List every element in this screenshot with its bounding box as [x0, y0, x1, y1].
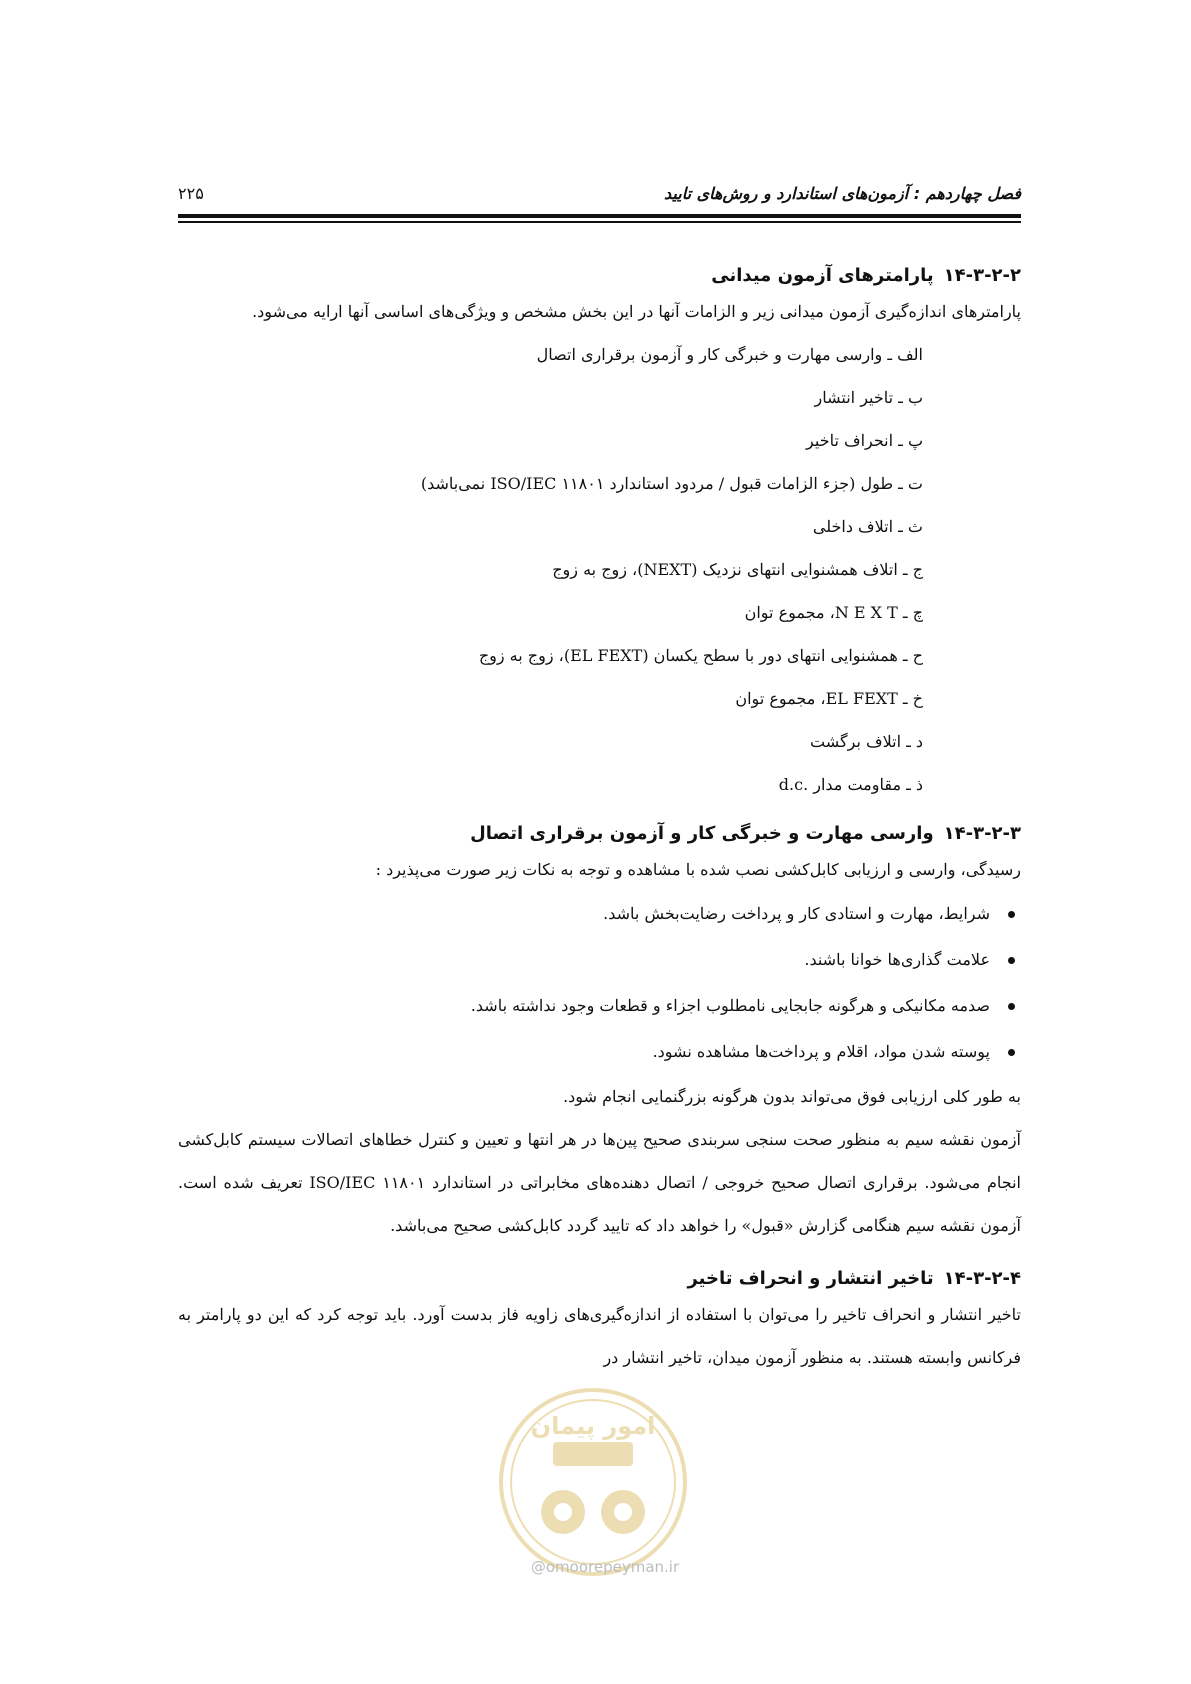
section-title: وارسی مهارت و خبرگی کار و آزمون برقراری اتصال [470, 823, 934, 844]
section-number: ۱۴-۳-۲-۳ [943, 823, 1021, 844]
section-heading [178, 1265, 1021, 1293]
chapter-title: فصل چهاردهم : آزمون‌های استاندارد و روش‌های تایید [664, 183, 1021, 203]
list-item: پ ـ انحراف تاخیر [806, 431, 923, 450]
parameter-list [178, 333, 923, 806]
watermark-url: @omoorepeyman.ir [530, 1558, 680, 1576]
header-rule-thin [178, 221, 1021, 223]
list-item: چ ـ N E X T، مجموع توان [744, 603, 923, 622]
bullet-item: علامت گذاری‌ها خوانا باشند. [178, 937, 1021, 983]
bullet-item: صدمه مکانیکی و هرگونه جابجایی نامطلوب اجزاء و قطعات وجود نداشته باشد. [178, 983, 1021, 1029]
section-number: ۱۴-۳-۲-۴ [943, 1268, 1021, 1289]
bullet-icon [1008, 957, 1015, 964]
section-summary: به طور کلی ارزیابی فوق می‌تواند بدون هرگونه بزرگنمایی انجام شود. [563, 1087, 1021, 1106]
section-title: تاخیر انتشار و انحراف تاخیر [687, 1268, 934, 1289]
section-intro: رسیدگی، وارسی و ارزیابی کابل‌کشی نصب شده با مشاهده و توجه به نکات زیر صورت می‌پذیرد : [375, 860, 1021, 879]
section-number: ۱۴-۳-۲-۲ [943, 265, 1021, 286]
page-number: ۲۲۵ [178, 183, 204, 203]
header-rule-thick [178, 214, 1021, 218]
list-item: ح ـ همشنوایی انتهای دور با سطح یکسان (EL FEXT)، زوج به زوج [478, 646, 923, 665]
section-paragraph: تاخیر انتشار و انحراف تاخیر را می‌توان با استفاده از اندازه‌گیری‌های زاویه فاز بدست آورد. باید توجه کرد که این دو پارامتر به فرکانس وابسته هستند. به منظور آزمون میدان، تاخیر انتشار در [178, 1305, 1021, 1367]
bullet-item: پوسته شدن مواد، اقلام و پرداخت‌ها مشاهده نشود. [178, 1029, 1021, 1075]
list-item: ت ـ طول (جزء الزامات قبول / مردود استاندارد ۱۱۸۰۱ ISO/IEC نمی‌باشد) [420, 474, 923, 493]
bullet-list [178, 891, 1021, 1075]
section-heading [178, 262, 1021, 290]
bullet-icon [1008, 1003, 1015, 1010]
list-item: ذ ـ مقاومت مدار .d.c [778, 775, 923, 794]
section-paragraph: آزمون نقشه سیم به منظور صحت سنجی سربندی صحیح پین‌ها در هر انتها و تعیین و کنترل خطاهای اتصالات سیستم کابل‌کشی انجام می‌شود. برقراری اتصال صحیح خروجی / اتصال دهنده‌های مخابراتی در استاندارد ۱۱۸۰۱ ISO/IEC تعریف شده است. آزمون نقشه سیم هنگامی گزارش «قبول» را خواهد داد که تایید گردد کابل‌کشی صحیح می‌باشد. [178, 1130, 1022, 1235]
section-heading [178, 820, 1021, 848]
list-item: د ـ اتلاف برگشت [810, 732, 923, 751]
svg-text:امور پیمان: امور پیمان [530, 1412, 656, 1440]
section-title: پارامترهای آزمون میدانی [711, 265, 934, 286]
list-item: ب ـ تاخیر انتشار [814, 388, 923, 407]
page-header [178, 182, 1021, 204]
list-item: ج ـ اتلاف همشنوایی انتهای نزدیک (NEXT)، زوج به زوج [552, 560, 923, 579]
page-content [178, 262, 1021, 1379]
list-item: الف ـ وارسی مهارت و خبرگی کار و آزمون برقراری اتصال [536, 345, 923, 364]
bullet-icon [1008, 1049, 1015, 1056]
bullet-icon [1008, 911, 1015, 918]
watermark-logo-icon [493, 1382, 693, 1582]
list-item: ث ـ اتلاف داخلی [812, 517, 923, 536]
bullet-item: شرایط، مهارت و استادی کار و پرداخت رضایت‌بخش باشد. [178, 891, 1021, 937]
section-paragraph: پارامترهای اندازه‌گیری آزمون میدانی زیر و الزامات آنها در این بخش مشخص و ویژگی‌های اساسی آنها ارایه می‌شود. [252, 302, 1021, 321]
list-item: خ ـ EL FEXT، مجموع توان [735, 689, 923, 708]
